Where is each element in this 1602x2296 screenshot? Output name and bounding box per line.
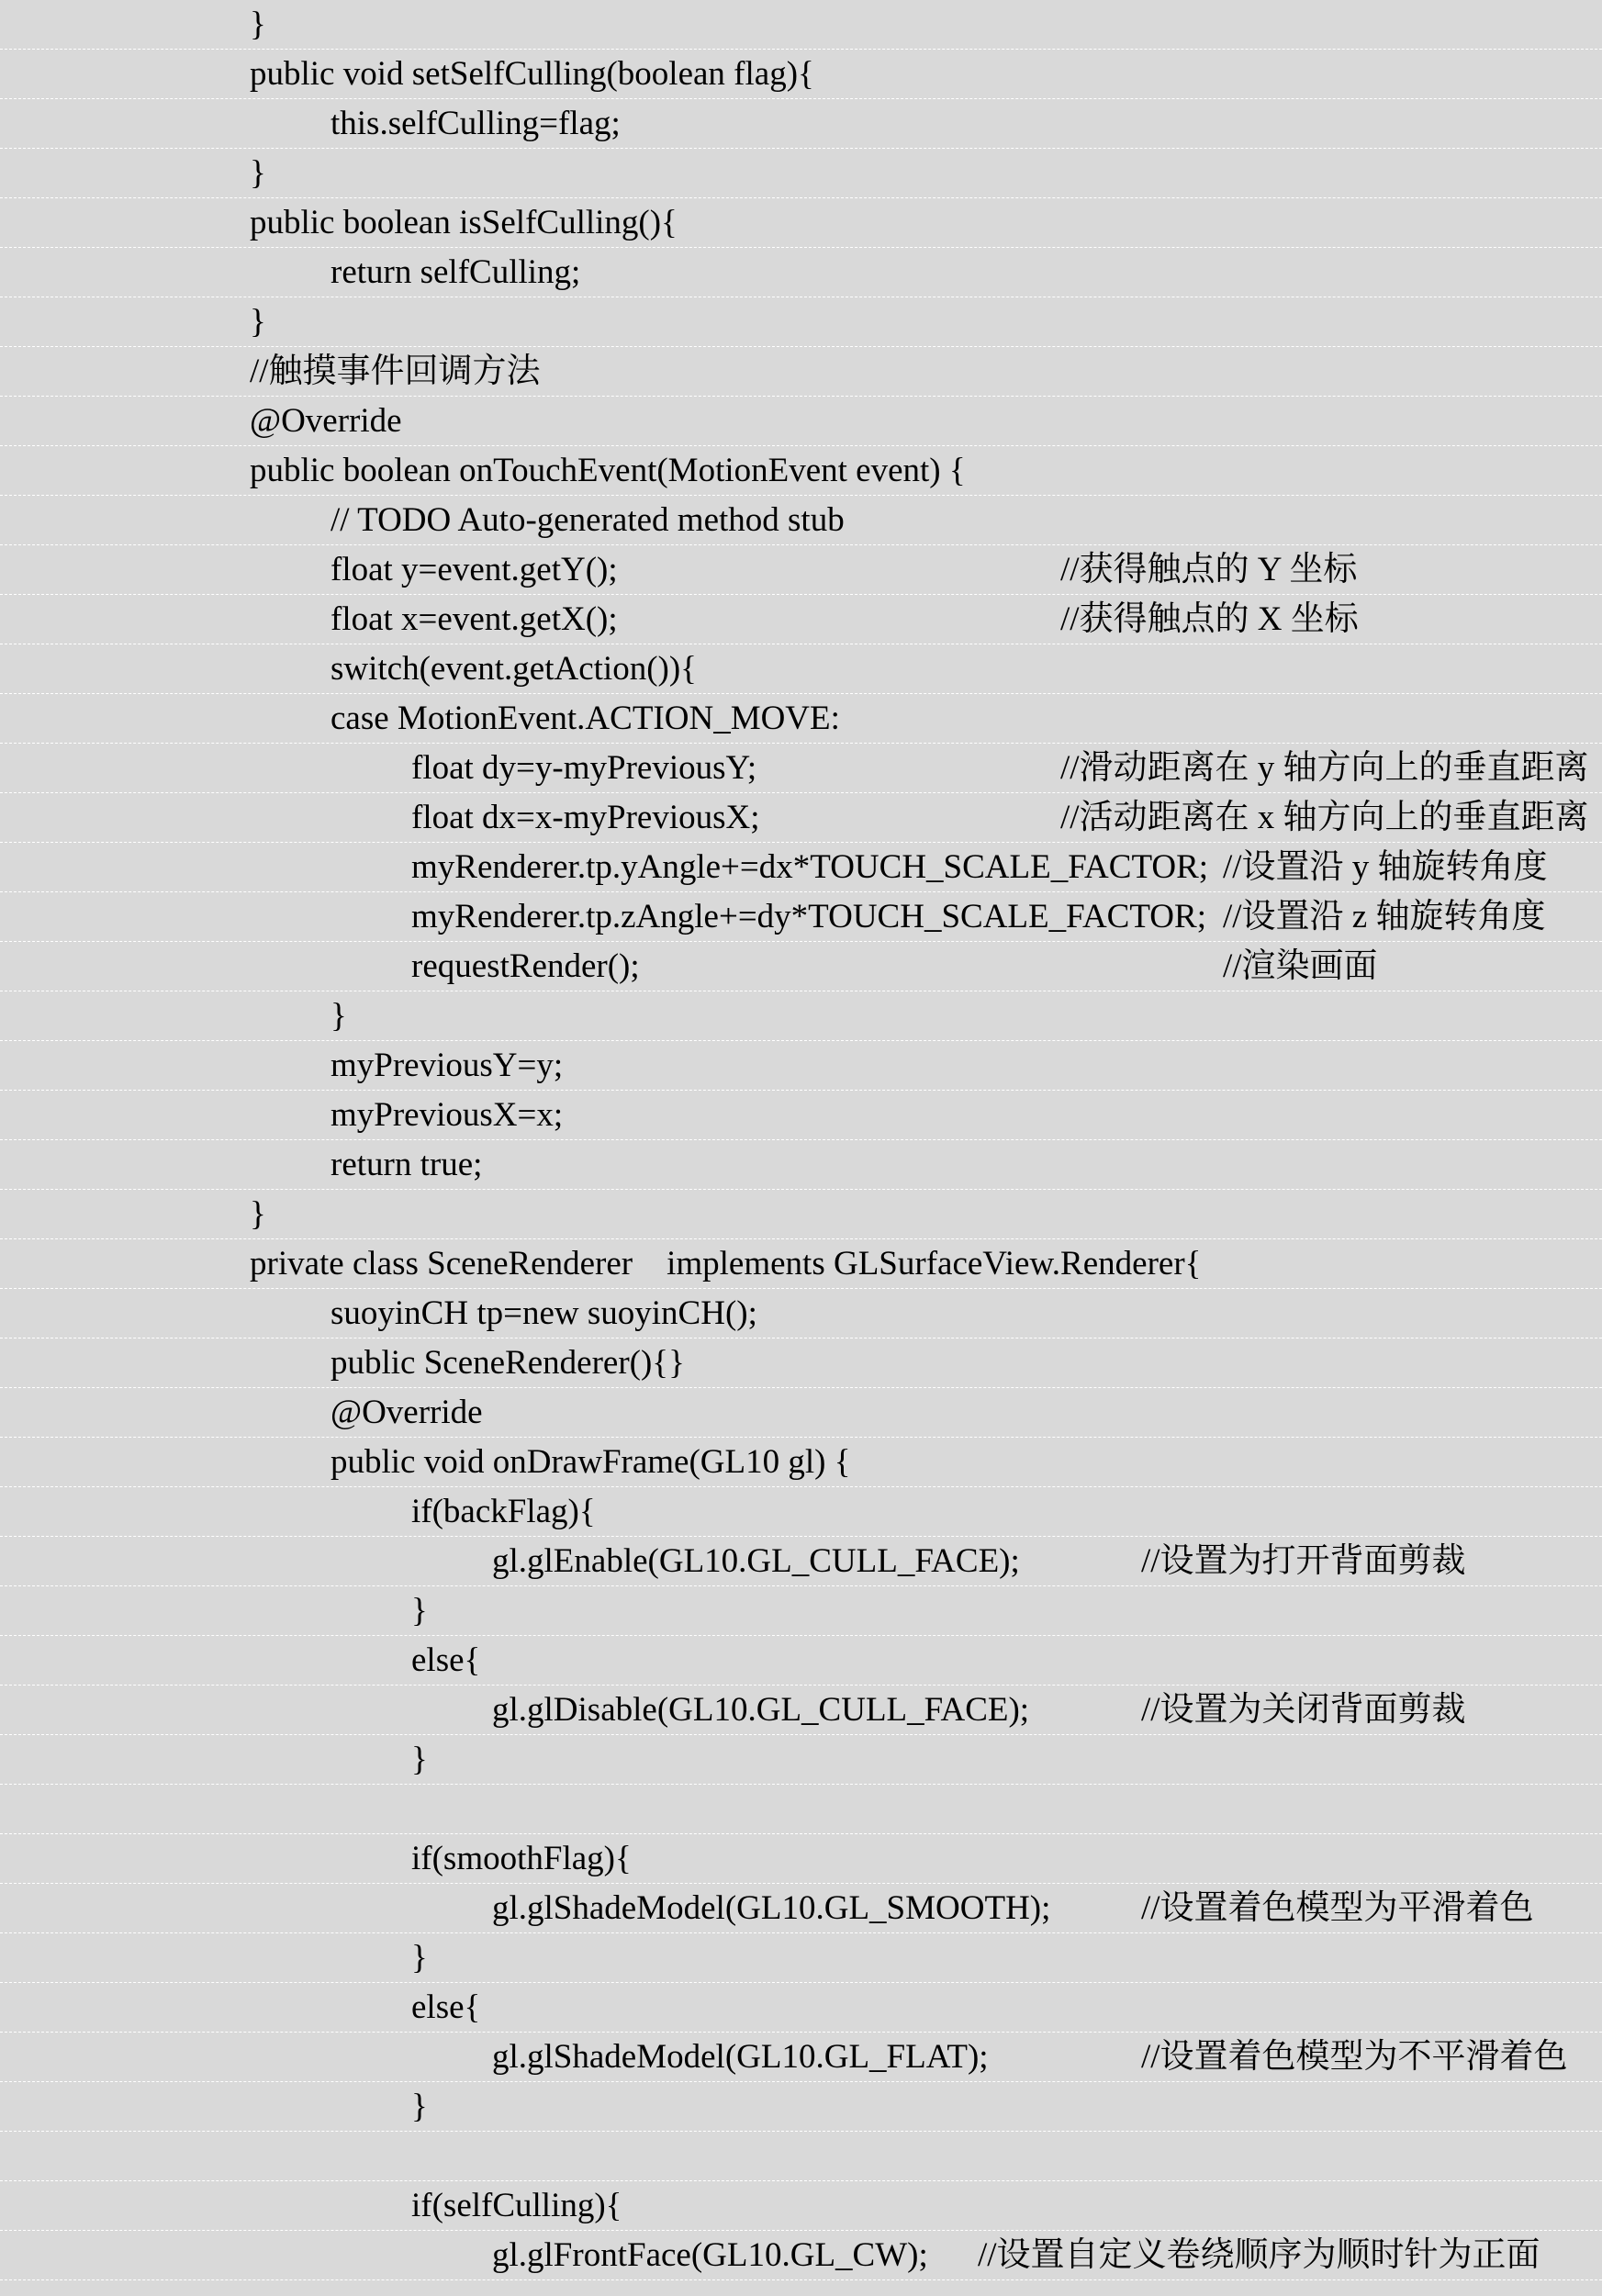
code-line: [0, 1140, 1602, 1190]
code-text: }: [411, 2088, 428, 2125]
code-text: requestRender();: [411, 947, 640, 985]
code-line: [0, 793, 1602, 843]
code-line: [0, 446, 1602, 496]
code-comment: //获得触点的 Y 坐标: [1060, 551, 1358, 588]
code-text: public SceneRenderer(){}: [330, 1344, 685, 1382]
code-line: [0, 1239, 1602, 1289]
code-line: [0, 744, 1602, 793]
code-text: //触摸事件回调方法: [250, 353, 541, 390]
code-text: float dy=y-myPreviousY;: [411, 749, 757, 787]
code-line: [0, 1487, 1602, 1537]
code-text: private class SceneRenderer implements GLSurfaceView.Renderer{: [250, 1245, 1202, 1282]
code-line: [0, 2033, 1602, 2082]
code-text: @Override: [250, 402, 402, 440]
code-line: [0, 991, 1602, 1041]
code-line: [0, 1785, 1602, 1834]
code-text: myRenderer.tp.zAngle+=dy*TOUCH_SCALE_FACTOR;: [411, 898, 1206, 935]
code-text: if(backFlag){: [411, 1493, 596, 1530]
code-line: [0, 1884, 1602, 1933]
code-line: [0, 1537, 1602, 1586]
code-line: [0, 644, 1602, 694]
code-comment: //设置着色模型为平滑着色: [1141, 1889, 1534, 1927]
code-text: public void setSelfCulling(boolean flag){: [250, 55, 814, 93]
code-line: [0, 99, 1602, 149]
code-line: [0, 545, 1602, 595]
code-line: [0, 595, 1602, 644]
code-comment: //活动距离在 x 轴方向上的垂直距离: [1060, 799, 1589, 836]
code-text: @Override: [330, 1394, 483, 1431]
code-text: return true;: [330, 1146, 483, 1183]
code-line: [0, 2181, 1602, 2231]
code-line: [0, 2082, 1602, 2132]
code-line: [0, 1091, 1602, 1140]
code-line: [0, 2231, 1602, 2280]
code-text: gl.glFrontFace(GL10.GL_CW);: [492, 2236, 928, 2274]
code-text: }: [330, 997, 347, 1035]
code-text: this.selfCulling=flag;: [330, 105, 621, 142]
code-line: [0, 248, 1602, 297]
code-line: [0, 496, 1602, 545]
code-line: [0, 1933, 1602, 1983]
code-line: [0, 0, 1602, 50]
code-text: myRenderer.tp.yAngle+=dx*TOUCH_SCALE_FACTOR;: [411, 848, 1209, 886]
code-text: return selfCulling;: [330, 253, 581, 291]
code-line: [0, 1041, 1602, 1091]
code-text: float dx=x-myPreviousX;: [411, 799, 760, 836]
code-line: [0, 347, 1602, 397]
code-line: [0, 1190, 1602, 1239]
code-text: gl.glEnable(GL10.GL_CULL_FACE);: [492, 1542, 1020, 1580]
code-line: [0, 50, 1602, 99]
code-comment: //设置沿 z 轴旋转角度: [1223, 898, 1546, 935]
code-line: [0, 1735, 1602, 1785]
code-line: [0, 843, 1602, 892]
code-comment: //滑动距离在 y 轴方向上的垂直距离: [1060, 749, 1589, 787]
code-comment: //渲染画面: [1223, 947, 1378, 985]
code-text: // TODO Auto-generated method stub: [330, 501, 845, 539]
code-text: gl.glDisable(GL10.GL_CULL_FACE);: [492, 1691, 1030, 1729]
code-text: public void onDrawFrame(GL10 gl) {: [330, 1443, 851, 1481]
code-comment: //设置自定义卷绕顺序为顺时针为正面: [978, 2236, 1540, 2274]
code-text: if(smoothFlag){: [411, 1840, 632, 1877]
code-line: [0, 1636, 1602, 1686]
code-comment: //获得触点的 X 坐标: [1060, 600, 1359, 638]
code-line: [0, 1983, 1602, 2033]
code-comment: //设置沿 y 轴旋转角度: [1223, 848, 1548, 886]
code-text: }: [250, 303, 266, 341]
code-text: switch(event.getAction()){: [330, 650, 697, 688]
code-text: public boolean onTouchEvent(MotionEvent event) {: [250, 452, 966, 489]
code-text: }: [411, 1939, 428, 1977]
code-comment: //设置着色模型为不平滑着色: [1141, 2038, 1568, 2076]
code-text: else{: [411, 1988, 481, 2026]
code-line: [0, 942, 1602, 991]
code-text: }: [411, 1741, 428, 1778]
code-text: suoyinCH tp=new suoyinCH();: [330, 1294, 757, 1332]
code-text: }: [250, 1195, 266, 1233]
code-line: [0, 1438, 1602, 1487]
code-line: [0, 1388, 1602, 1438]
code-comment: //设置为打开背面剪裁: [1141, 1542, 1466, 1580]
code-text: gl.glShadeModel(GL10.GL_FLAT);: [492, 2038, 989, 2076]
code-line: [0, 297, 1602, 347]
code-line: [0, 1686, 1602, 1735]
code-text: }: [411, 1592, 428, 1630]
code-text: float y=event.getY();: [330, 551, 618, 588]
code-text: }: [250, 6, 266, 43]
code-text: }: [250, 154, 266, 192]
code-line: [0, 198, 1602, 248]
code-line: [0, 2132, 1602, 2181]
code-line: [0, 694, 1602, 744]
code-text: myPreviousY=y;: [330, 1047, 564, 1084]
code-line: [0, 1338, 1602, 1388]
code-text: case MotionEvent.ACTION_MOVE:: [330, 700, 840, 737]
code-text: public boolean isSelfCulling(){: [250, 204, 678, 241]
code-line: [0, 1289, 1602, 1338]
code-text: if(selfCulling){: [411, 2187, 622, 2224]
code-text: else{: [411, 1641, 481, 1679]
code-text: float x=event.getX();: [330, 600, 618, 638]
code-line: [0, 1834, 1602, 1884]
code-line: [0, 149, 1602, 198]
code-line: [0, 1586, 1602, 1636]
code-text: gl.glShadeModel(GL10.GL_SMOOTH);: [492, 1889, 1051, 1927]
code-line: [0, 892, 1602, 942]
code-comment: //设置为关闭背面剪裁: [1141, 1691, 1466, 1729]
code-line: [0, 397, 1602, 446]
code-text: myPreviousX=x;: [330, 1096, 564, 1134]
